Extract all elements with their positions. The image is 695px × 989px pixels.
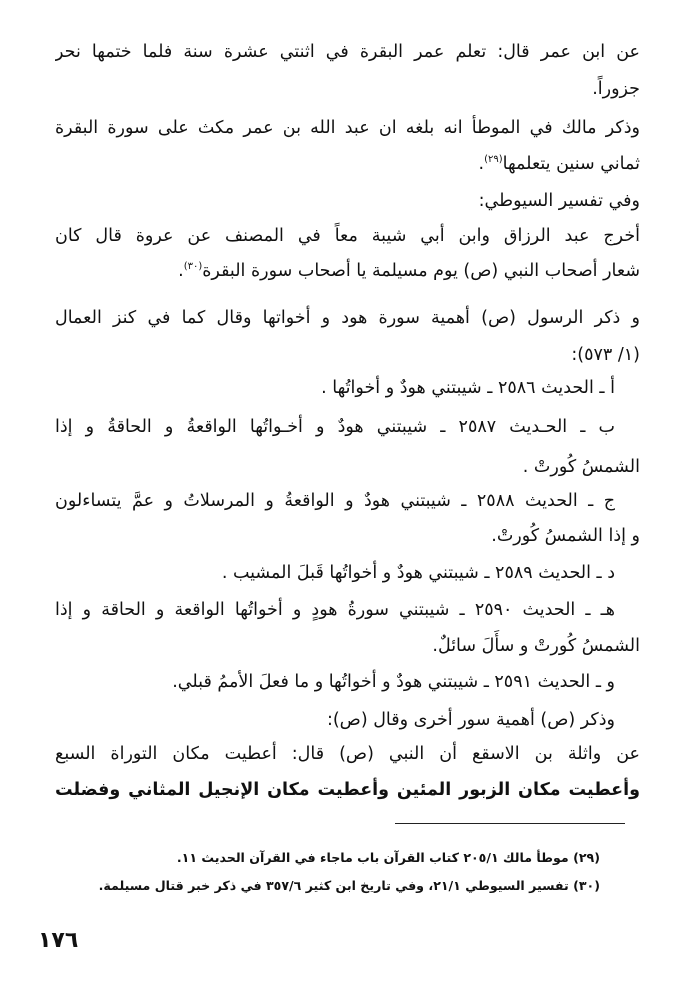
text-line: الشمسُ كُورتْ و سأَلَ سائلٌ. [432,636,640,656]
text-line: (١/ ٥٧٣): [571,345,640,365]
hadith-line: ج ـ الحديث ٢٥٨٨ ـ شيبتني هودٌ و الواقعةُ و المرسلاتُ و عمَّ يتساءلون [55,491,615,511]
text-line: وفي تفسير السيوطي: [478,191,640,211]
footnote-ref: (٣٠) [183,261,203,273]
footnote: (٣٠) تفسير السيوطي ٢١/١، وفي تاريخ ابن كثير ٣٥٧/٦ في ذكر خبر قتال مسيلمة. [98,878,600,893]
footnote-separator [395,823,625,824]
text-span: . [478,154,485,174]
text-line: وذكر مالك في الموطأ انه بلغه ان عبد الله بن عمر مكث على سورة البقرة [55,118,640,138]
text-span: . [178,261,184,281]
text-span: ثماني سنين يتعلمها [502,154,640,174]
footnote: (٢٩) موطأ مالك ٢٠٥/١ كتاب القرآن باب ماجاء في القرآن الحديث ١١. [176,850,600,865]
text-line: عن واثلة بن الاسقع أن النبي (ص) قال: أعطيت مكان التوراة السبع [55,744,640,764]
text-line: الشمسُ كُورتْ . [522,457,640,477]
text-line: أخرج عبد الرزاق وابن أبي شيبة معاً في المصنف عن عروة قال كان [55,226,640,246]
hadith-line: د ـ الحديث ٢٥٨٩ ـ شيبتني هودٌ و أخواتُها قَبلَ المشيب . [221,563,615,583]
text-line: جزوراً. [592,79,640,99]
hadith-line: ب ـ الحـديث ٢٥٨٧ ـ شيبتني هودٌ و أخـواتُها الواقعةُ و الحاقةُ و إذا [55,417,615,437]
text-span: شعار أصحاب النبي (ص) يوم مسيلمة يا أصحاب سورة البقرة [202,261,640,281]
hadith-line: و ـ الحديث ٢٥٩١ ـ شيبتني هودٌ و أخواتُها و ما فعلَ الأممُ قبلي. [172,672,615,692]
text-line: وذكر (ص) أهمية سور أخرى وقال (ص): [326,710,615,730]
hadith-line: هـ ـ الحديث ٢٥٩٠ ـ شيبتني سورةُ هودٍ و أخواتُها الواقعة و الحاقة و إذا [55,600,615,620]
page-number: ١٧٦ [38,928,79,953]
text-line: و إذا الشمسُ كُورتْ. [491,526,640,546]
text-line: و ذكر الرسول (ص) أهمية سورة هود و أخواتها وقال كما في كنز العمال [55,308,640,328]
text-line: وأعطيت مكان الزبور المئين وأعطيت مكان الإنجيل المثاني وفضلت [55,780,640,800]
footnote-ref: (٢٩) [484,154,503,166]
text-line [55,253,640,289]
text-line [55,146,640,182]
text-line: عن ابن عمر قال: تعلم عمر البقرة في اثنتي عشرة سنة فلما ختمها نحر [55,42,640,62]
hadith-line: أ ـ الحديث ٢٥٨٦ ـ شيبتني هودٌ و أخواتُها . [321,378,615,398]
